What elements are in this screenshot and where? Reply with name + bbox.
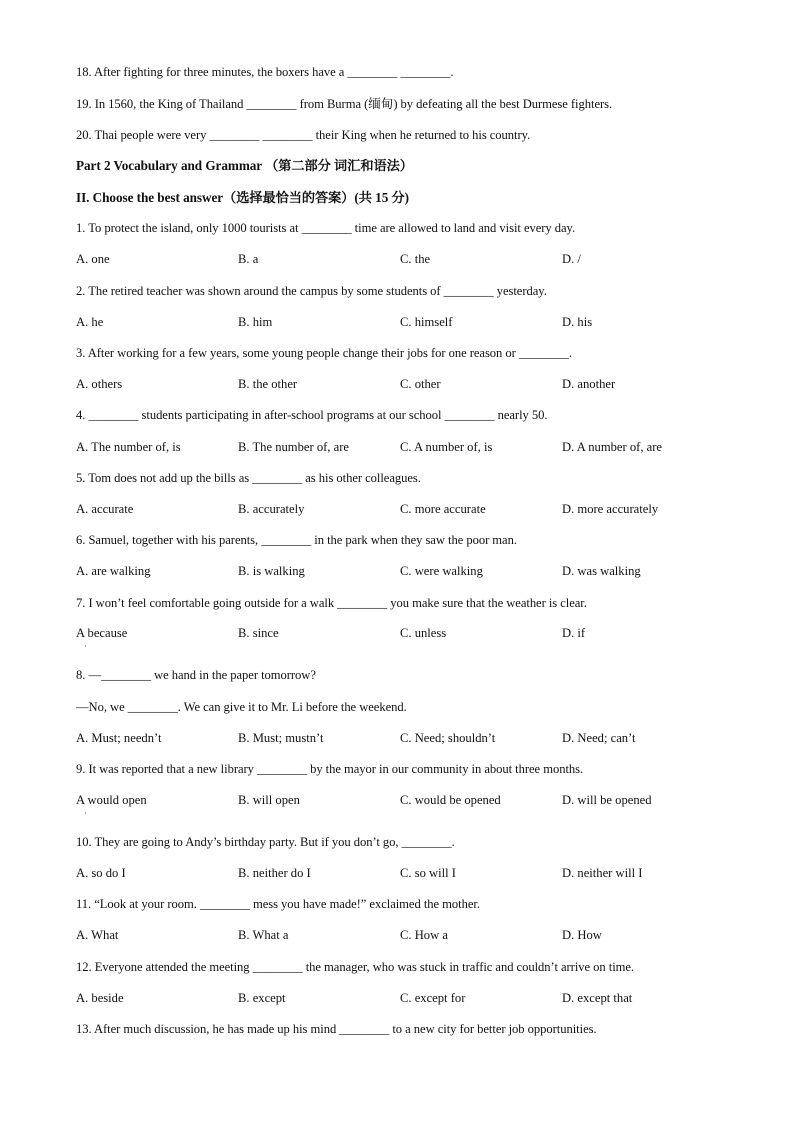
question-18: 18. After fighting for three minutes, the boxers have a ________ ________. <box>76 65 454 79</box>
question-11: 11. “Look at your room. ________ mess you have made!” exclaimed the mother. <box>76 897 480 911</box>
question-1: 1. To protect the island, only 1000 tourists at ________ time are allowed to land and visit every day. <box>76 221 576 235</box>
option-b: B. The number of, are <box>238 440 349 454</box>
option-c: C. would be opened <box>400 793 501 807</box>
option-b: B. accurately <box>238 502 305 516</box>
option-b: B. will open <box>238 793 300 807</box>
option-a: A. he <box>76 315 104 329</box>
option-d: D. more accurately <box>562 502 659 516</box>
option-c: C. Need; shouldn’t <box>400 731 496 745</box>
option-d: D. his <box>562 315 593 329</box>
question-1-options <box>76 251 756 267</box>
option-d: D. if <box>562 626 586 640</box>
option-b: B. him <box>238 315 273 329</box>
question-3: 3. After working for a few years, some young people change their jobs for one reason or ________. <box>76 346 572 360</box>
option-a: A. What <box>76 928 119 942</box>
option-c: C. A number of, is <box>400 440 493 454</box>
part2-heading: Part 2 Vocabulary and Grammar （第二部分 词汇和语法） <box>76 158 413 173</box>
question-4-options <box>76 439 756 455</box>
question-19: 19. In 1560, the King of Thailand ________ from Burma (缅甸) by defeating all the best Durmese fighters. <box>76 97 613 111</box>
option-b: B. except <box>238 991 286 1005</box>
option-b: B. What a <box>238 928 289 942</box>
option-d: D. Need; can’t <box>562 731 636 745</box>
option-a: A would open <box>76 793 147 807</box>
question-8-reply: —No, we ________. We can give it to Mr. Li before the weekend. <box>76 700 407 714</box>
option-c: C. so will I <box>400 866 456 880</box>
question-13: 13. After much discussion, he has made up his mind ________ to a new city for better job opportunities. <box>76 1022 597 1036</box>
option-c: C. unless <box>400 626 447 640</box>
question-8: 8. —________ we hand in the paper tomorrow? <box>76 668 316 682</box>
question-10-options <box>76 865 756 881</box>
question-8-options <box>76 730 756 746</box>
option-d: D. A number of, are <box>562 440 663 454</box>
question-2-options <box>76 314 756 330</box>
option-b: B. the other <box>238 377 298 391</box>
question-9: 9. It was reported that a new library ________ by the mayor in our community in about three months. <box>76 762 584 776</box>
question-12-options <box>76 990 756 1006</box>
option-c: C. except for <box>400 991 466 1005</box>
question-4: 4. ________ students participating in after-school programs at our school ________ nearly 50. <box>76 408 548 422</box>
option-d: D. How <box>562 928 602 942</box>
option-b: B. a <box>238 252 259 266</box>
question-2: 2. The retired teacher was shown around the campus by some students of ________ yesterday. <box>76 284 547 298</box>
question-11-options <box>76 927 756 943</box>
question-5: 5. Tom does not add up the bills as ________ as his other colleagues. <box>76 471 421 485</box>
option-a: A. others <box>76 377 123 391</box>
option-a: A. The number of, is <box>76 440 181 454</box>
option-a: A. are walking <box>76 564 151 578</box>
option-a: A. so do I <box>76 866 126 880</box>
section-heading: II. Choose the best answer（选择最恰当的答案）(共 15 分) <box>76 190 409 205</box>
option-c: C. the <box>400 252 431 266</box>
option-c: C. How a <box>400 928 448 942</box>
option-c: C. were walking <box>400 564 483 578</box>
option-d: D. was walking <box>562 564 641 578</box>
option-a: A. one <box>76 252 110 266</box>
question-7: 7. I won’t feel comfortable going outside for a walk ________ you make sure that the weather is clear. <box>76 596 587 610</box>
stray-dot: · <box>84 809 87 818</box>
option-d: D. will be opened <box>562 793 652 807</box>
option-a: A. accurate <box>76 502 134 516</box>
option-a: A. beside <box>76 991 124 1005</box>
option-a: A because <box>76 626 128 640</box>
option-b: B. since <box>238 626 279 640</box>
option-d: D. another <box>562 377 616 391</box>
stray-dot: · <box>84 642 87 651</box>
option-b: B. Must; mustn’t <box>238 731 324 745</box>
question-6-options <box>76 563 756 579</box>
question-20: 20. Thai people were very ________ ________ their King when he returned to his country. <box>76 128 531 142</box>
option-b: B. neither do I <box>238 866 311 880</box>
question-5-options <box>76 501 756 517</box>
question-3-options <box>76 376 756 392</box>
question-12: 12. Everyone attended the meeting ________ the manager, who was stuck in traffic and couldn’t arrive on time. <box>76 960 635 974</box>
option-d: D. except that <box>562 991 633 1005</box>
option-d: D. / <box>562 252 581 266</box>
option-c: C. more accurate <box>400 502 486 516</box>
option-c: C. other <box>400 377 441 391</box>
option-a: A. Must; needn’t <box>76 731 162 745</box>
option-d: D. neither will I <box>562 866 643 880</box>
option-c: C. himself <box>400 315 453 329</box>
question-6: 6. Samuel, together with his parents, ________ in the park when they saw the poor man. <box>76 533 517 547</box>
question-7-options <box>76 625 756 641</box>
question-10: 10. They are going to Andy’s birthday party. But if you don’t go, ________. <box>76 835 455 849</box>
option-b: B. is walking <box>238 564 305 578</box>
question-9-options <box>76 792 756 808</box>
